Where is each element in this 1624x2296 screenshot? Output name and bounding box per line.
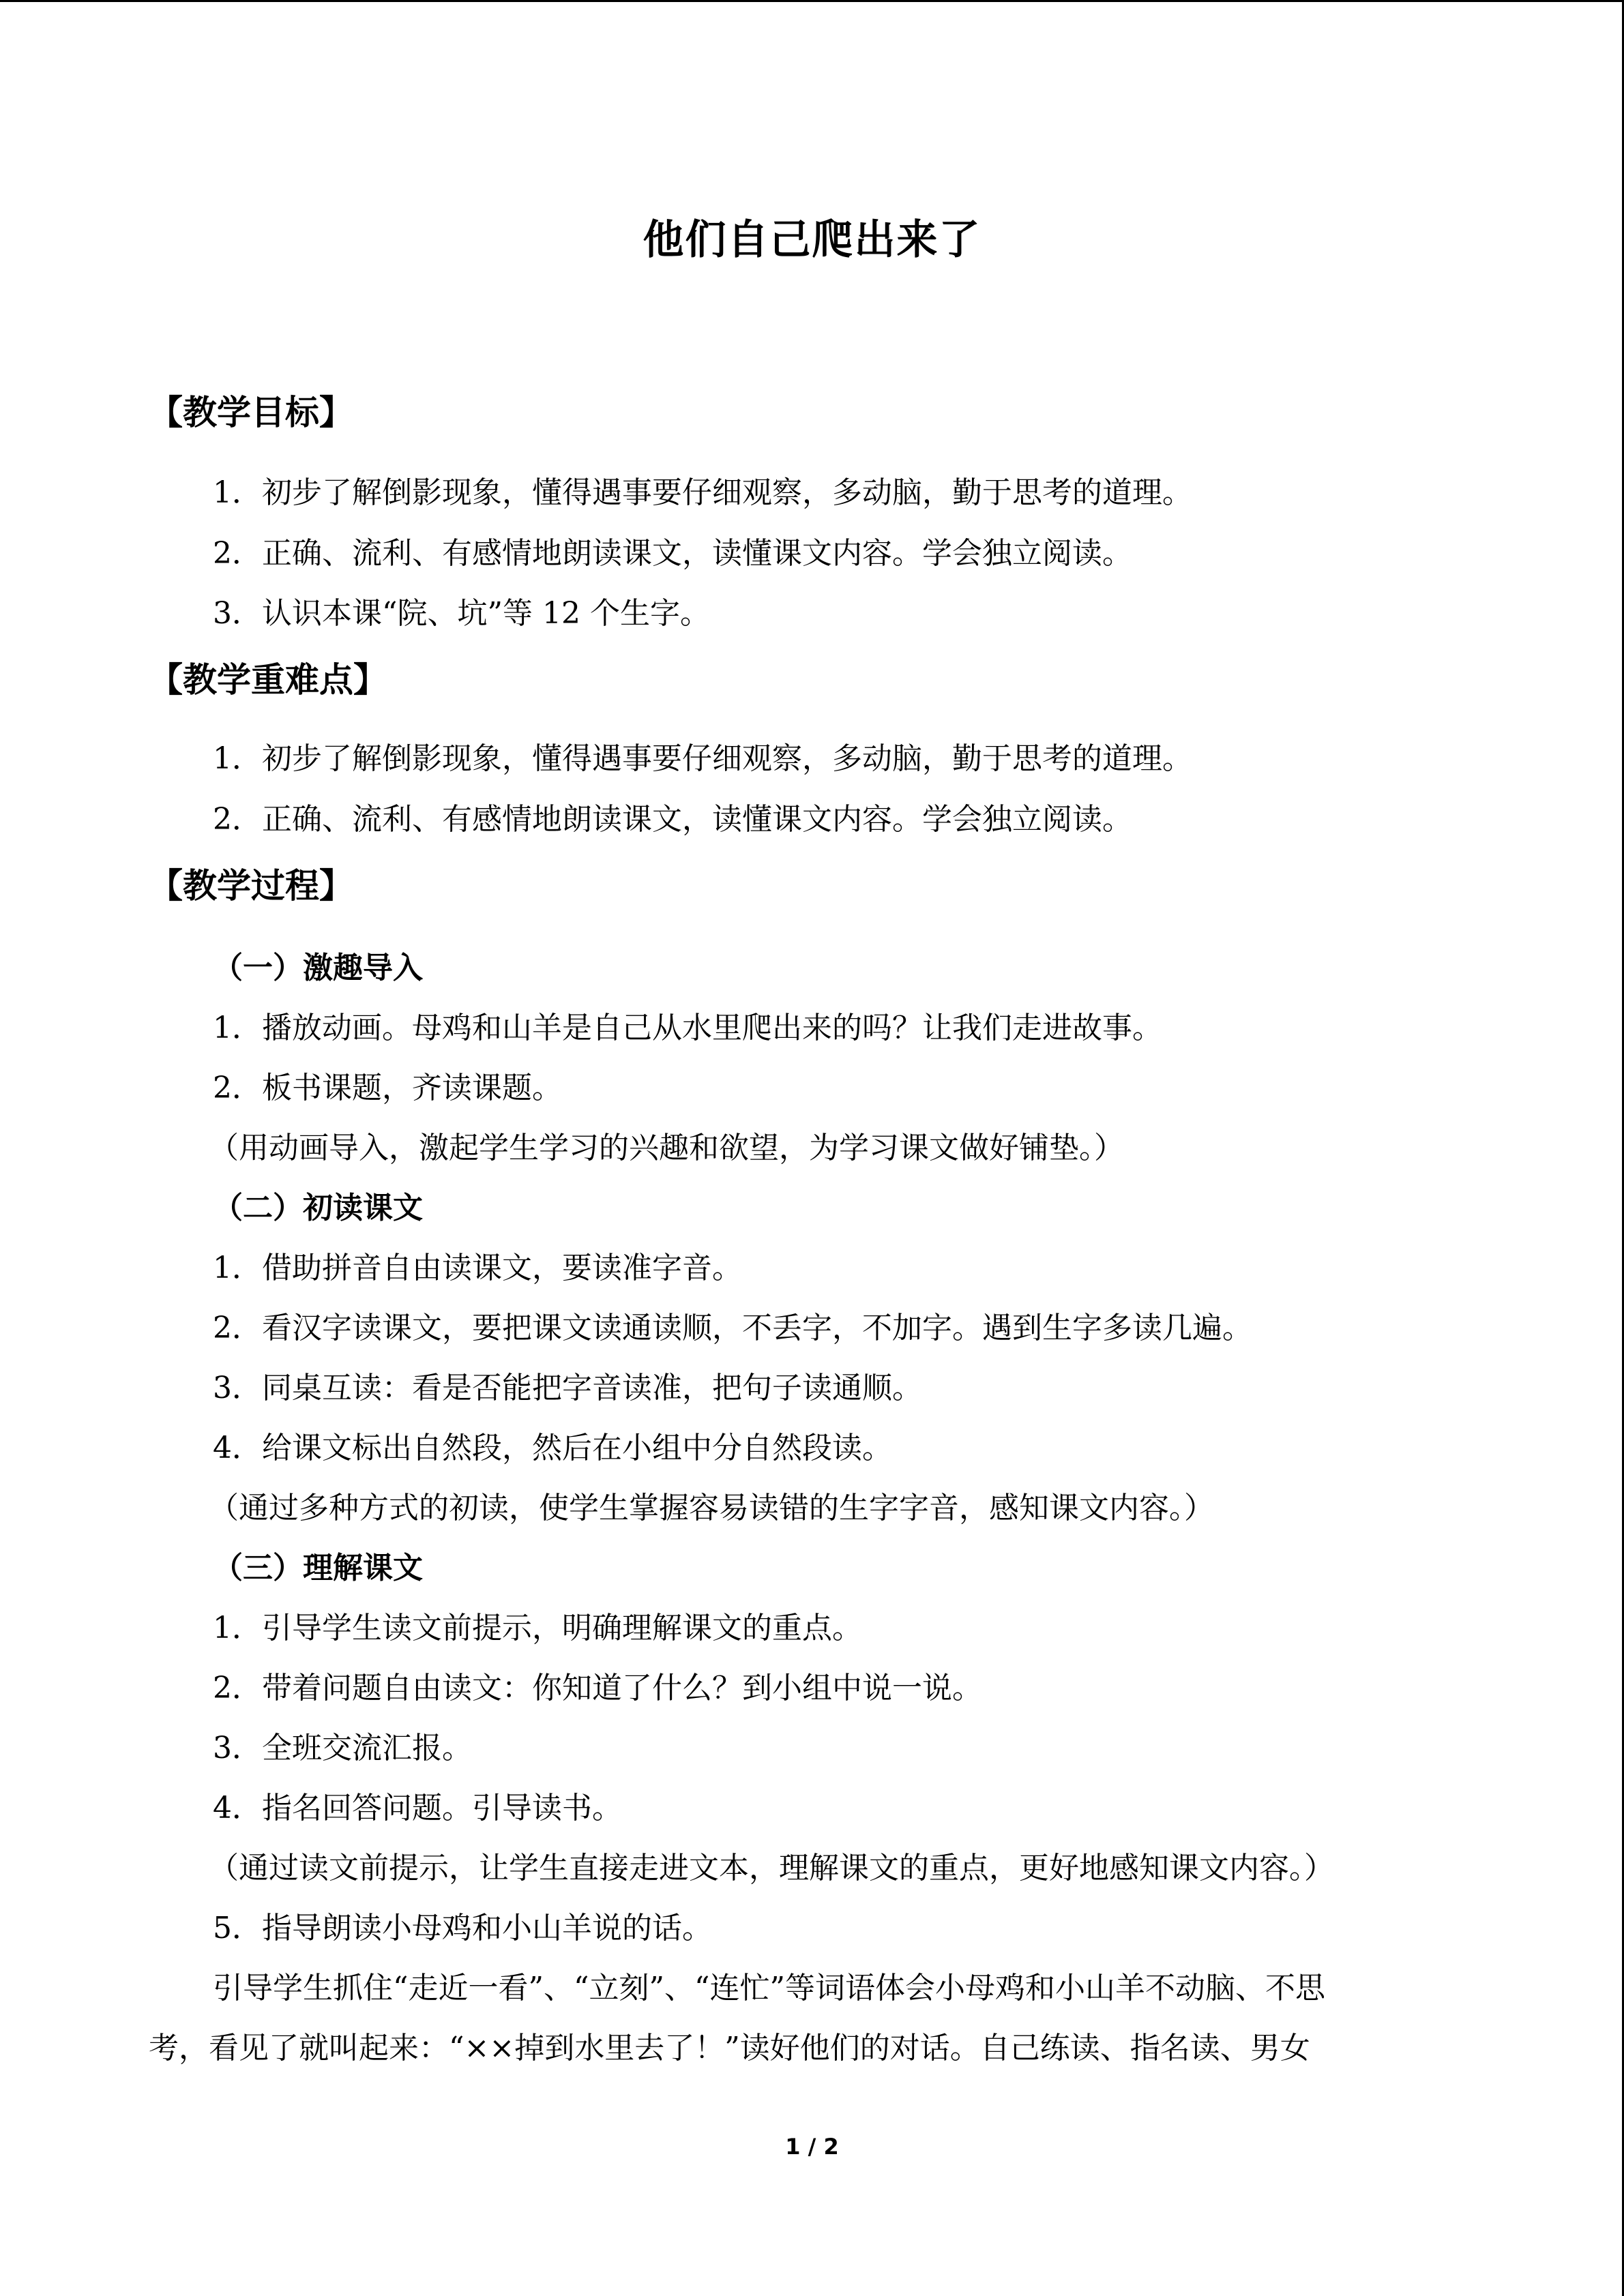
part2-item-3: 3．同桌互读：看是否能把字音读准，把句子读通顺。: [213, 1371, 922, 1405]
objective-item-2: 2．正确、流利、有感情地朗读课文，读懂课文内容。学会独立阅读。: [213, 536, 1132, 571]
part2-item-4: 4．给课文标出自然段，然后在小组中分自然段读。: [213, 1431, 892, 1465]
part2-item-2: 2．看汉字读课文，要把课文读通读顺，不丢字，不加字。遇到生字多读几遍。: [213, 1311, 1252, 1345]
key-point-item-2: 2．正确、流利、有感情地朗读课文，读懂课文内容。学会独立阅读。: [213, 802, 1132, 837]
part3-item-1: 1．引导学生读文前提示，明确理解课文的重点。: [213, 1611, 862, 1645]
key-point-item-1: 1．初步了解倒影现象，懂得遇事要仔细观察，多动脑，勤于思考的道理。: [213, 741, 1192, 776]
section-heading-objectives: 【教学目标】: [149, 393, 353, 432]
part1-item-1: 1．播放动画。母鸡和山羊是自己从水里爬出来的吗？让我们走进故事。: [213, 1011, 1162, 1045]
part3-item-5: 5．指导朗读小母鸡和小山羊说的话。: [213, 1911, 712, 1945]
page-number: 1 / 2: [785, 2134, 839, 2160]
objective-item-3: 3．认识本课“院、坑”等 12 个生字。: [213, 596, 710, 631]
objective-item-1: 1．初步了解倒影现象，懂得遇事要仔细观察，多动脑，勤于思考的道理。: [213, 475, 1192, 510]
section-heading-key-points: 【教学重难点】: [149, 660, 387, 700]
process-part2-title: （二）初读课文: [213, 1191, 423, 1225]
part3-item-3: 3．全班交流汇报。: [213, 1731, 472, 1765]
page-title: 他们自己爬出来了: [643, 216, 981, 264]
part1-item-2: 2．板书课题，齐读课题。: [213, 1071, 562, 1105]
part3-item-2: 2．带着问题自由读文：你知道了什么？到小组中说一说。: [213, 1671, 982, 1705]
part3-item-4: 4．指名回答问题。引导读书。: [213, 1791, 622, 1825]
section-heading-process: 【教学过程】: [149, 866, 353, 906]
process-part1-title: （一）激趣导入: [213, 951, 423, 985]
process-part3-title: （三）理解课文: [213, 1551, 423, 1585]
part2-item-1: 1．借助拼音自由读课文，要读准字音。: [213, 1251, 742, 1285]
part2-note: （通过多种方式的初读，使学生掌握容易读错的生字字音，感知课文内容。）: [209, 1491, 1214, 1525]
part1-note: （用动画导入，激起学生学习的兴趣和欲望，为学习课文做好铺垫。）: [209, 1131, 1124, 1165]
part3-note: （通过读文前提示，让学生直接走进文本，理解课文的重点，更好地感知课文内容。）: [209, 1851, 1334, 1885]
part3-paragraph-line-1: 引导学生抓住“走近一看”、“立刻”、“连忙”等词语体会小母鸡和小山羊不动脑、不思: [213, 1971, 1325, 2006]
part3-paragraph-line-2: 考，看见了就叫起来：“××掉到水里去了！”读好他们的对话。自己练读、指名读、男女: [149, 2031, 1310, 2066]
